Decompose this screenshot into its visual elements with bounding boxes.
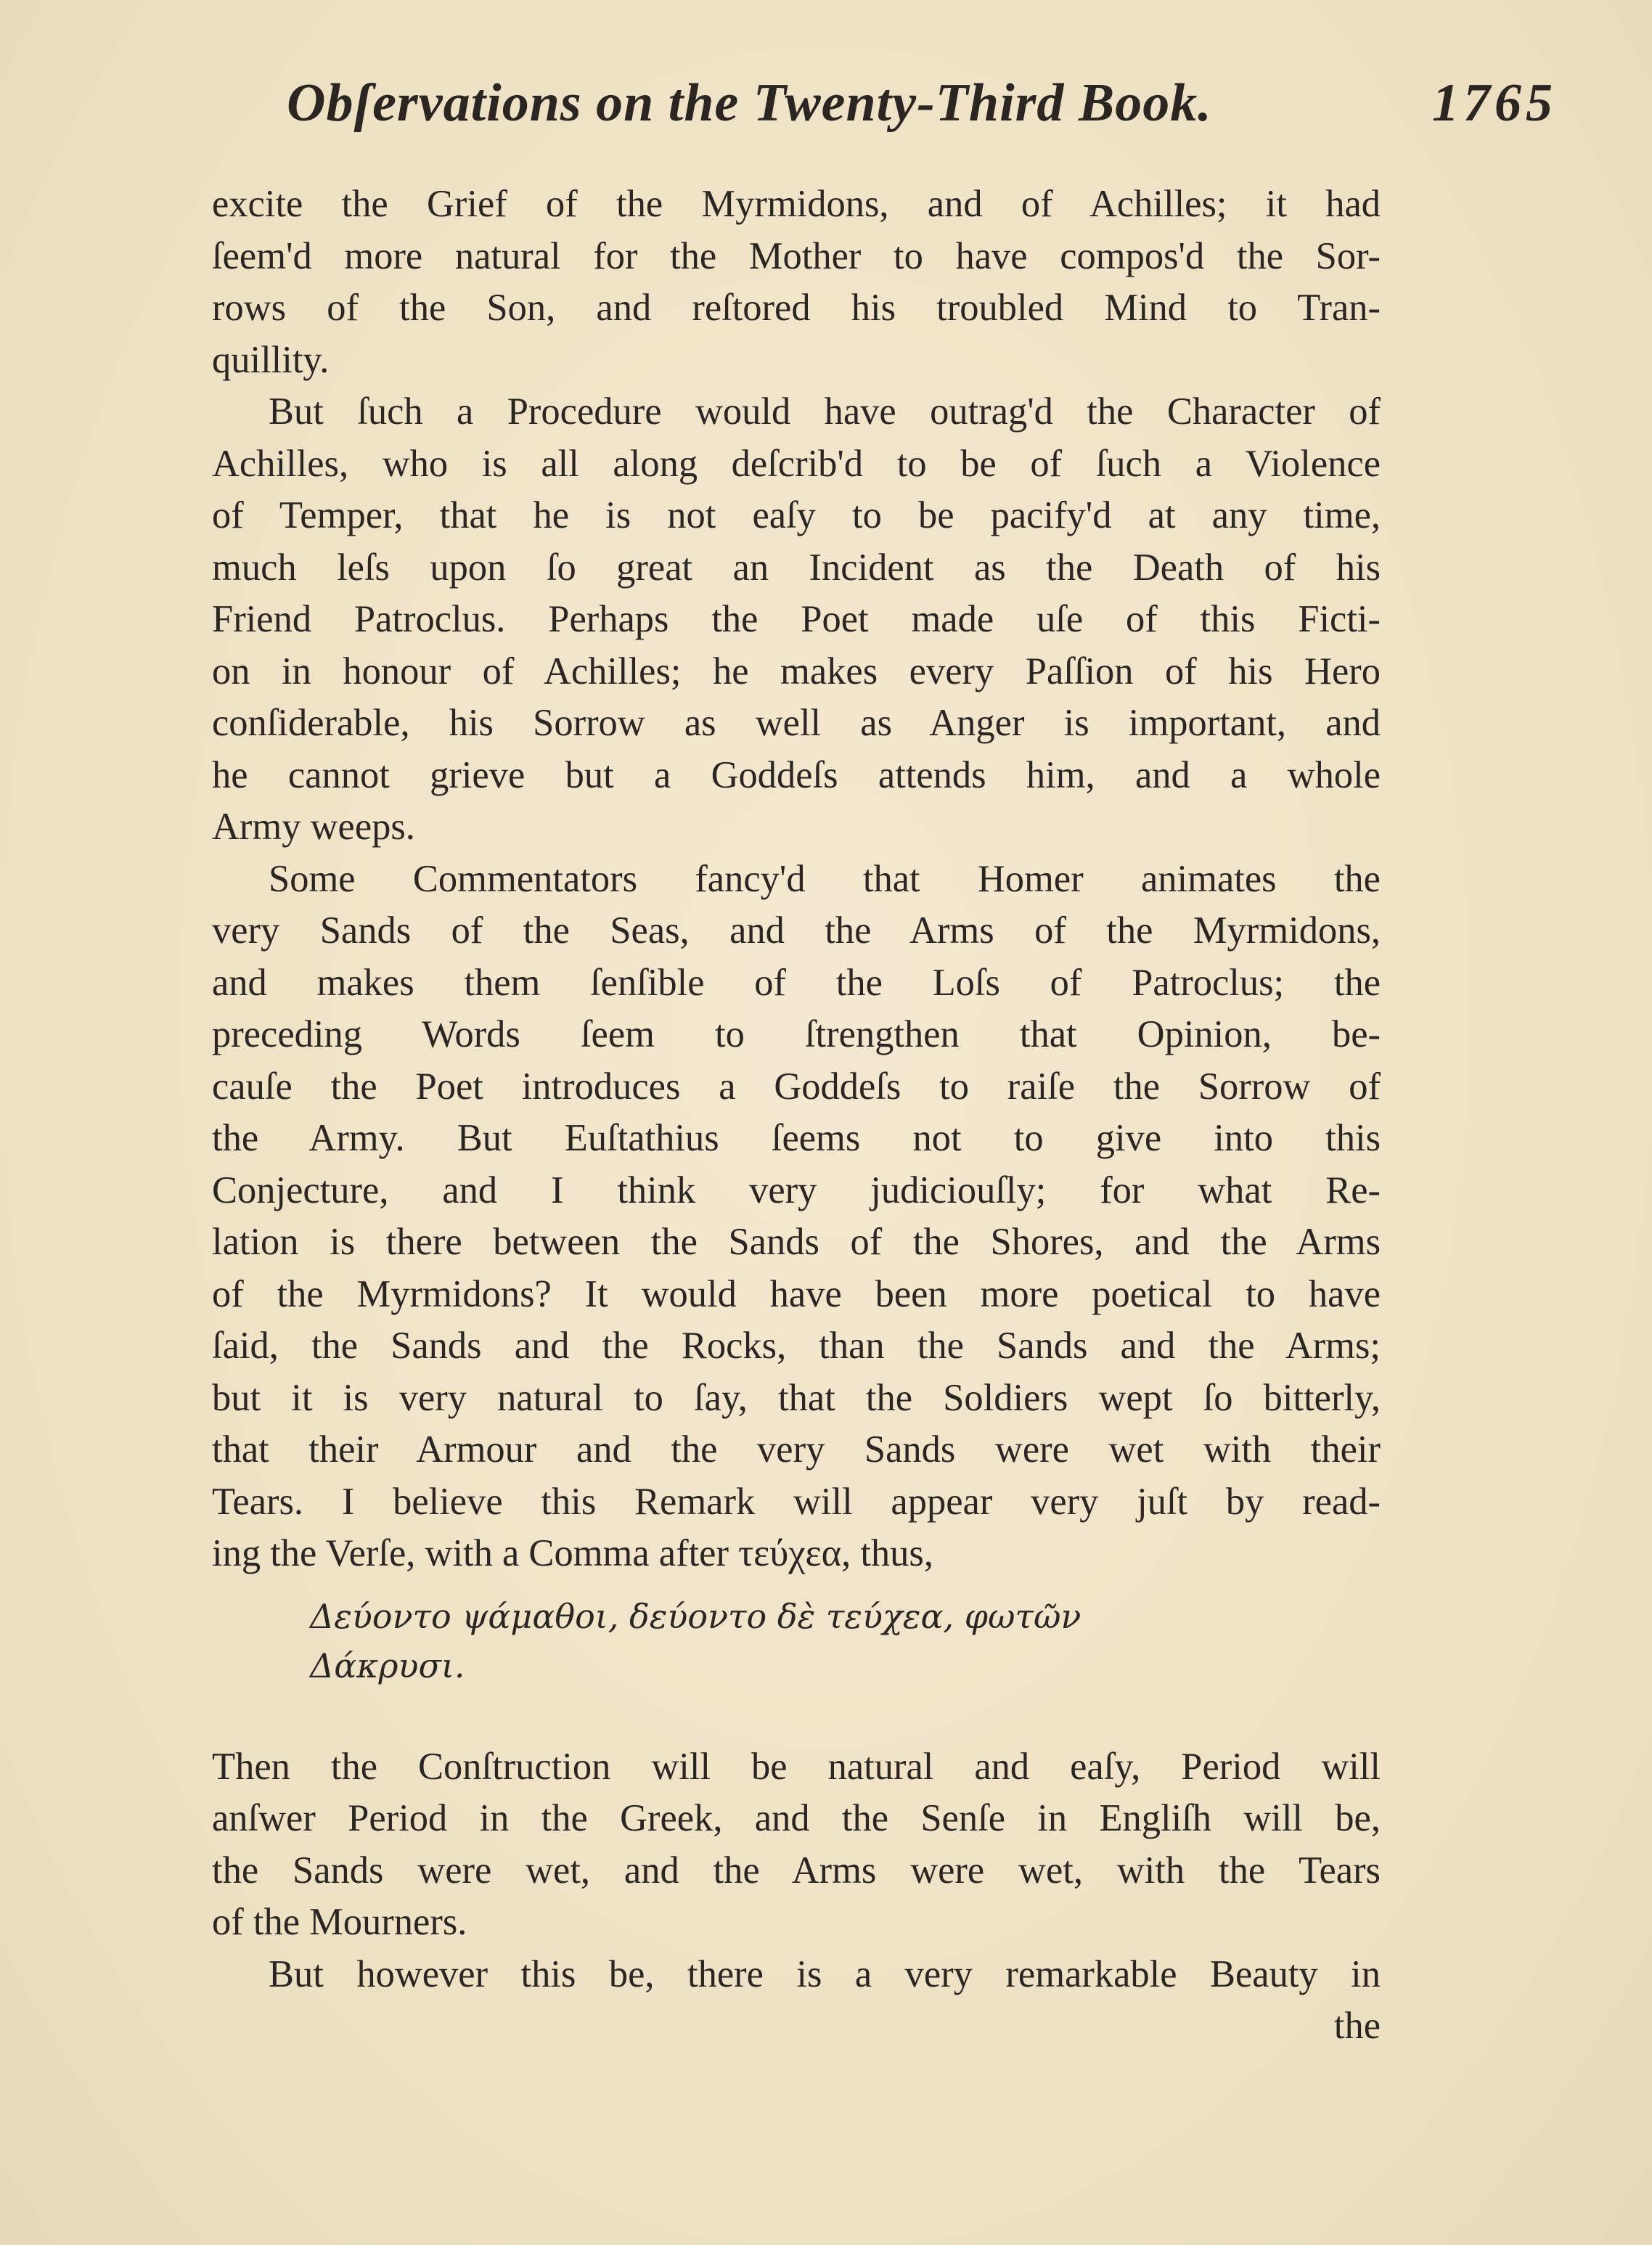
text-line: very Sands of the Seas, and the Arms of the Myrmidons, [212,909,1381,952]
text-line: Tears. I believe this Remark will appear very juſt by read- [212,1480,1381,1523]
text-line: conſiderable, his Sorrow as well as Anger is important, and [212,702,1381,744]
paragraph-5 [212,1949,1381,2053]
paragraph-3 [212,854,1381,1580]
text-line: ſaid, the Sands and the Rocks, than the Sands and the Arms; [212,1325,1381,1367]
text-line: anſwer Period in the Greek, and the Senſe in Engliſh will be, [212,1797,1381,1839]
text-line: Some Commentators fancy'd that Homer animates the [269,857,1381,900]
text-line: excite the Grief of the Myrmidons, and of Achilles; it had [212,183,1381,225]
greek-quotation [212,1592,1381,1690]
text-line: the Army. But Euſtathius ſeems not to give into this [212,1117,1381,1159]
text-line: rows of the Son, and reſtored his troubled Mind to Tran- [212,287,1381,329]
greek-verse-line: Δάκρυσι. [310,1645,465,1685]
text-line: of the Myrmidons? It would have been more poetical to have [212,1272,1381,1315]
text-line: Achilles, who is all along deſcrib'd to be of ſuch a Violence [212,442,1381,485]
paragraph-4 [212,1741,1381,1949]
text-line: Friend Patroclus. Perhaps the Poet made uſe of this Ficti- [212,598,1381,640]
text-line: ing the Verſe, with a Comma after τεύχεα, thus, [212,1532,933,1574]
page-number: 1765 [1432,73,1557,133]
text-line: But however this be, there is a very remarkable Beauty in [269,1952,1381,1995]
text-line: he cannot grieve but a Goddeſs attends him, and a whole [212,753,1381,796]
text-line: Army weeps. [212,806,415,848]
body-text [212,179,1381,2053]
text-line: But ſuch a Procedure would have outrag'd the Character of [269,390,1381,433]
text-line: of the Mourners. [212,1901,467,1943]
text-line: the Sands were wet, and the Arms were wet, with the Tears [212,1849,1381,1892]
text-line: lation is there between the Sands of the Shores, and the Arms [212,1221,1381,1263]
text-line: but it is very natural to ſay, that the Soldiers wept ſo bitterly, [212,1376,1381,1419]
text-line: of Temper, that he is not eaſy to be pacify'd at any time, [212,494,1381,536]
text-line: and makes them ſenſible of the Loſs of Patroclus; the [212,961,1381,1004]
text-line: quillity. [212,338,330,381]
text-line: much leſs upon ſo great an Incident as the Death of his [212,546,1381,589]
text-line: preceding Words ſeem to ſtrengthen that Opinion, be- [212,1013,1381,1055]
catchword: the [1333,2005,1381,2047]
text-line: on in honour of Achilles; he makes every Paſſion of his Hero [212,650,1381,692]
greek-verse-line: Δεύοντο ψάμαθοι, δεύοντο δὲ τεύχεα, φωτῶν [310,1596,1081,1636]
paragraph-2 [212,386,1381,854]
text-line: cauſe the Poet introduces a Goddeſs to raiſe the Sorrow of [212,1065,1381,1108]
text-line: Then the Conſtruction will be natural and eaſy, Period will [212,1745,1381,1788]
running-header [287,73,1557,152]
text-line: that their Armour and the very Sands were wet with their [212,1428,1381,1471]
text-line: ſeem'd more natural for the Mother to have compos'd the Sor- [212,234,1381,277]
paragraph-1 [212,179,1381,386]
running-title: Obſervations on the Twenty-Third Book. [287,73,1212,133]
text-line: Conjecture, and I think very judiciouſly; for what Re- [212,1169,1381,1211]
